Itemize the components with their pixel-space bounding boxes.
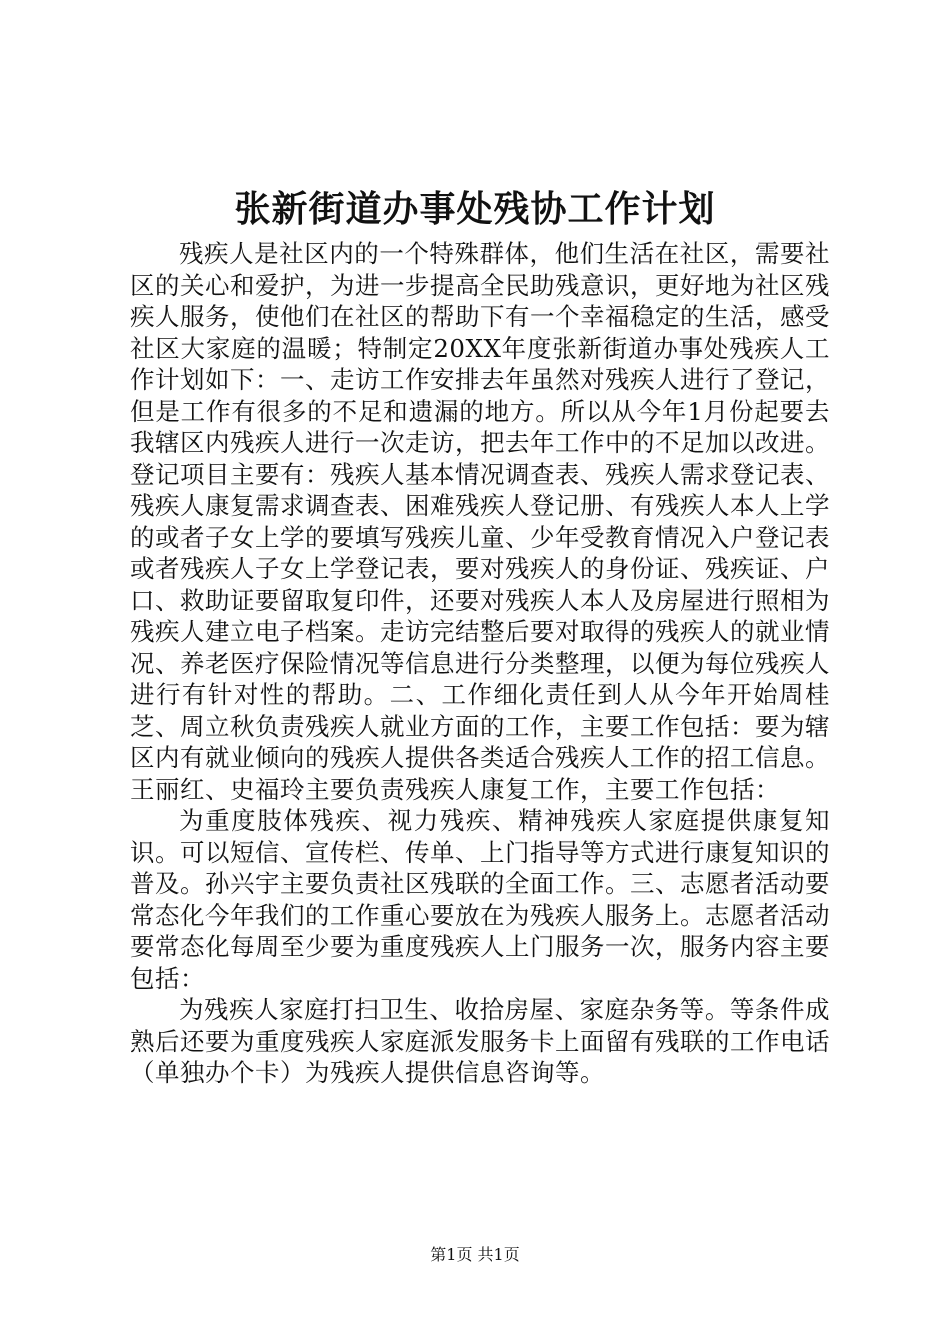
page-footer: 第1页 共1页 bbox=[430, 1245, 520, 1264]
paragraph-3: 为残疾人家庭打扫卫生、收拾房屋、家庭杂务等。等条件成熟后还要为重度残疾人家庭派发服务卡上面留有残联的工作电话（单独办个卡）为残疾人提供信息咨询等。 bbox=[130, 995, 830, 1087]
paragraph-2: 为重度肢体残疾、视力残疾、精神残疾人家庭提供康复知识。可以短信、宣传栏、传单、上门指导等方式进行康复知识的普及。孙兴宇主要负责社区残联的全面工作。三、志愿者活动要常态化今年我们的工作重心要放在为残疾人服务上。志愿者活动要常态化每周至少要为重度残疾人上门服务一次，服务内容主要包括： bbox=[130, 806, 830, 993]
paragraph-1: 残疾人是社区内的一个特殊群体，他们生活在社区，需要社区的关心和爱护，为进一步提高全民助残意识，更好地为社区残疾人服务，使他们在社区的帮助下有一个幸福稳定的生活，感受社区大家庭的温暖；特制定20XX年度张新街道办事处残疾人工作计划如下：一、走访工作安排去年虽然对残疾人进行了登记，但是工作有很多的不足和遗漏的地方。所以从今年1月份起要去我辖区内残疾人进行一次走访，把去年工作中的不足加以改进。登记项目主要有：残疾人基本情况调查表、残疾人需求登记表、残疾人康复需求调查表、困难残疾人登记册、有残疾人本人上学的或者子女上学的要填写残疾儿童、少年受教育情况入户登记表或者残疾人子女上学登记表，要对残疾人的身份证、残疾证、户口、救助证要留取复印件，还要对残疾人本人及房屋进行照相为残疾人建立电子档案。走访完结整后要对取得的残疾人的就业情况、养老医疗保险情况等信息进行分类整理，以便为每位残疾人进行有针对性的帮助。二、工作细化责任到人从今年开始周桂芝、周立秋负责残疾人就业方面的工作，主要工作包括：要为辖区内有就业倾向的残疾人提供各类适合残疾人工作的招工信息。王丽红、史福玲主要负责残疾人康复工作，主要工作包括： bbox=[130, 239, 830, 804]
document-title: 张新街道办事处残协工作计划 bbox=[234, 188, 716, 230]
document-body bbox=[130, 238, 830, 1089]
